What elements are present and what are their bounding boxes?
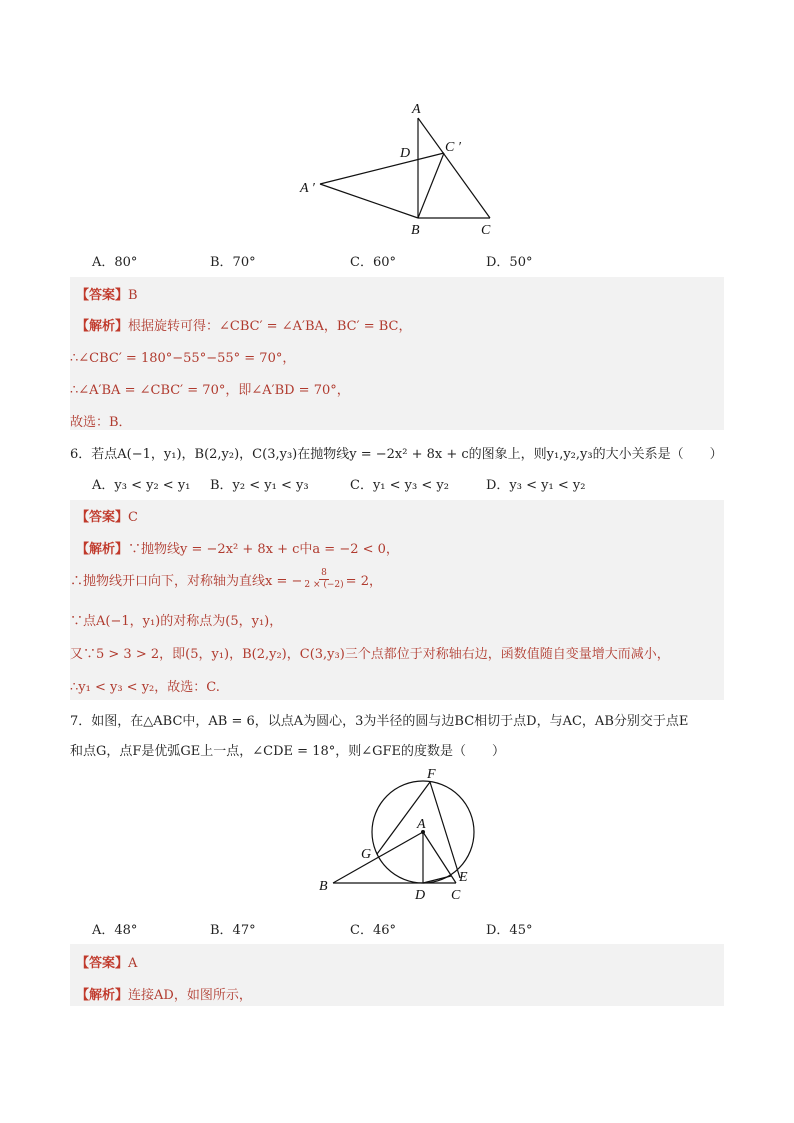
q5-analysis-4: 故选：B． [70,415,132,430]
label-B: B [319,879,328,894]
label-C: C [451,888,461,903]
q7-option-c: C．46° [350,923,396,938]
label-A: A [417,817,426,832]
answer-value: C [128,510,138,525]
answer-value: B [128,288,138,303]
label-A-prime: A ′ [300,181,315,196]
q6-analysis-2 [70,568,382,591]
analysis-tag: 【解析】 [76,988,129,1003]
q5-analysis-1 [76,315,411,334]
q6-options [92,474,585,493]
answer-tag: 【答案】 [76,288,129,303]
analysis-text: ∴抛物线开口向下，对称轴为直线x = − [70,574,303,589]
q5-option-a: A．80° [92,255,138,270]
q5-option-d: D．50° [486,255,533,270]
answer-value: A [128,956,138,971]
q7-stem-1: 7．如图，在△ABC中，AB = 6，以点A为圆心，3为半径的圆与边BC相切于点D，与AC，AB分别交于点E [70,714,689,729]
q7-option-a: A．48° [92,923,138,938]
label-D: D [415,888,426,903]
q5-option-c: C．60° [350,255,396,270]
label-G: G [361,847,372,862]
analysis-tag: 【解析】 [76,542,129,557]
label-D: D [400,146,411,161]
q5-analysis-2: ∴∠CBC′ = 180°−55°−55° = 70°， [70,351,296,366]
fraction [304,568,343,591]
q5-option-b: B．70° [210,255,256,270]
analysis-text: = 2， [345,574,382,589]
figure-circle-triangle [312,766,492,906]
q6-option-c: C．y₁ < y₃ < y₂ [350,478,449,493]
q5-options [92,251,532,270]
answer-tag: 【答案】 [76,956,129,971]
label-A: A [412,102,421,117]
q6-option-a: A．y₃ < y₂ < y₁ [92,478,191,493]
q7-option-d: D．45° [486,923,533,938]
q5-answer [76,284,138,303]
q6-analysis-1 [76,538,399,557]
q7-answer [76,952,137,971]
q6-stem: 6．若点A(−1，y₁)，B(2,y₂)，C(3,y₃)在抛物线y = −2x² + 8x + c的图象上，则y₁,y₂,y₃的大小关系是（ ） [70,447,723,462]
q6-analysis-3: ∵点A(−1，y₁)的对称点为(5，y₁)， [70,614,283,629]
analysis-tag: 【解析】 [76,319,129,334]
q6-option-b: B．y₂ < y₁ < y₃ [210,478,309,493]
answer-tag: 【答案】 [76,510,129,525]
label-C: C [481,223,491,238]
q7-stem-2: 和点G，点F是优弧GE上一点，∠CDE = 18°，则∠GFE的度数是（ ） [70,744,506,759]
q7-option-b: B．47° [210,923,256,938]
analysis-text: 连接AD，如图所示， [128,988,252,1003]
analysis-text: ∵抛物线y = −2x² + 8x + c中a = −2 < 0， [128,542,399,557]
q5-analysis-3: ∴∠A′BA = ∠CBC′ = 70°，即∠A′BD = 70°， [70,383,350,398]
q6-analysis-5: ∴y₁ < y₃ < y₂，故选：C. [70,680,220,695]
q6-option-d: D．y₃ < y₁ < y₂ [486,478,586,493]
analysis-text: 根据旋转可得：∠CBC′ = ∠A′BA，BC′ = BC， [128,319,412,334]
label-C-prime: C ′ [445,140,461,155]
q6-analysis-4: 又∵5 > 3 > 2，即(5，y₁)，B(2,y₂)，C(3,y₃)三个点都位于对称轴右边，函数值随自变量增大而减小， [70,647,670,662]
q6-answer-block [70,500,724,700]
q6-answer [76,506,138,525]
figure-rotation-triangle [290,96,510,241]
fraction-numerator: 8 [321,568,327,578]
label-F: F [427,767,436,782]
fraction-denominator: 2 × (−2) [304,580,344,590]
label-E: E [459,870,468,885]
q7-analysis-1 [76,984,252,1003]
label-B: B [411,223,420,238]
q7-options [92,919,532,938]
